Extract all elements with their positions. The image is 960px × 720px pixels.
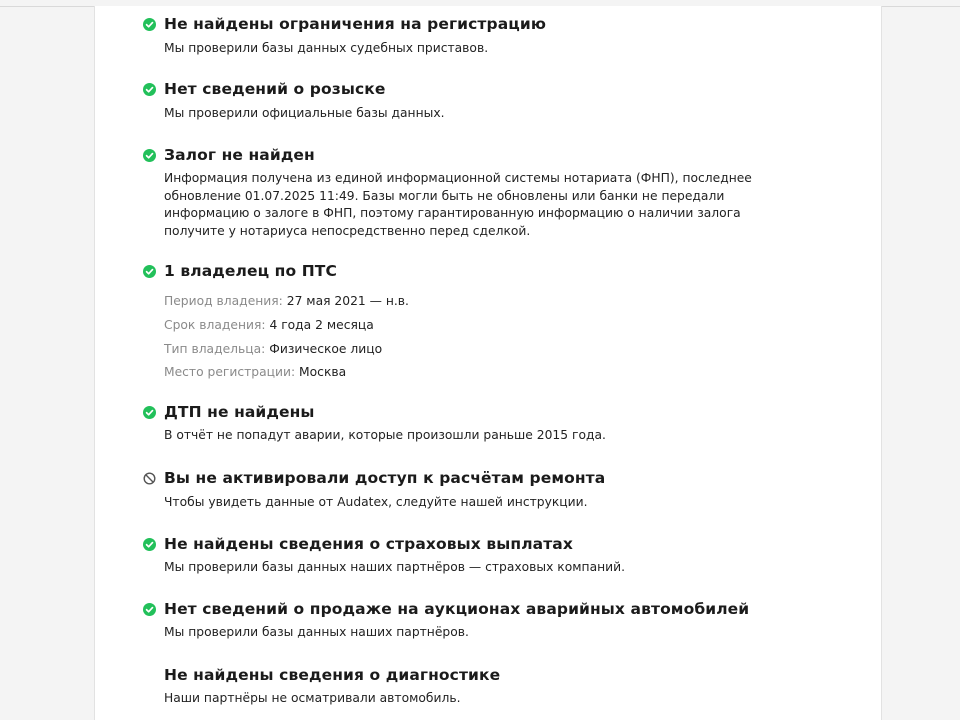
check-title: Залог не найден <box>164 146 315 164</box>
owner-detail-period <box>164 294 409 308</box>
check-circle-icon <box>143 265 156 278</box>
check-description: Мы проверили базы данных наших партнёров. <box>164 625 469 639</box>
detail-label: Срок владения: <box>164 318 266 332</box>
detail-label: Тип владельца: <box>164 342 266 356</box>
check-circle-icon <box>143 406 156 419</box>
check-title: Вы не активировали доступ к расчётам ремонта <box>164 469 606 487</box>
report-checks-panel <box>94 6 882 720</box>
detail-label: Место регистрации: <box>164 365 296 379</box>
check-title: ДТП не найдены <box>164 403 315 421</box>
detail-value: Физическое лицо <box>269 342 383 356</box>
check-circle-icon <box>143 603 156 616</box>
detail-value: 4 года 2 месяца <box>269 318 374 332</box>
check-circle-icon <box>143 149 156 162</box>
check-description: Мы проверили базы данных наших партнёров — страховых компаний. <box>164 560 626 574</box>
prohibited-icon <box>143 472 156 485</box>
check-title: Не найдены ограничения на регистрацию <box>164 15 546 33</box>
owner-detail-duration <box>164 318 374 332</box>
check-title: Нет сведений о розыске <box>164 80 386 98</box>
check-description: Мы проверили официальные базы данных. <box>164 106 445 120</box>
check-title: Нет сведений о продаже на аукционах аварийных автомобилей <box>164 600 750 618</box>
check-description: Информация получена из единой информационной системы нотариата (ФНП), последнее обновление 01.07.2025 11:49. Базы могли быть не обновлены или банки не передали информацию о залоге в ФНП, поэтому гарантированную информацию о наличии залога получите у нотариуса непосредственно перед сделкой. <box>164 171 752 238</box>
check-description: Наши партнёры не осматривали автомобиль. <box>164 691 461 705</box>
owner-detail-type <box>164 342 382 356</box>
detail-label: Период владения: <box>164 294 283 308</box>
check-circle-icon <box>143 83 156 96</box>
check-description: В отчёт не попадут аварии, которые произошли раньше 2015 года. <box>164 428 606 442</box>
detail-value: 27 мая 2021 — н.в. <box>286 294 409 308</box>
check-title: Не найдены сведения о диагностике <box>164 666 501 684</box>
check-description: Мы проверили базы данных судебных приставов. <box>164 41 489 55</box>
check-circle-icon <box>143 18 156 31</box>
check-circle-icon <box>143 538 156 551</box>
owner-detail-place <box>164 365 346 379</box>
check-title: 1 владелец по ПТС <box>164 262 337 280</box>
check-description: Чтобы увидеть данные от Audatex, следуйте нашей инструкции. <box>164 495 588 509</box>
detail-value: Москва <box>299 365 347 379</box>
check-title: Не найдены сведения о страховых выплатах <box>164 535 573 553</box>
